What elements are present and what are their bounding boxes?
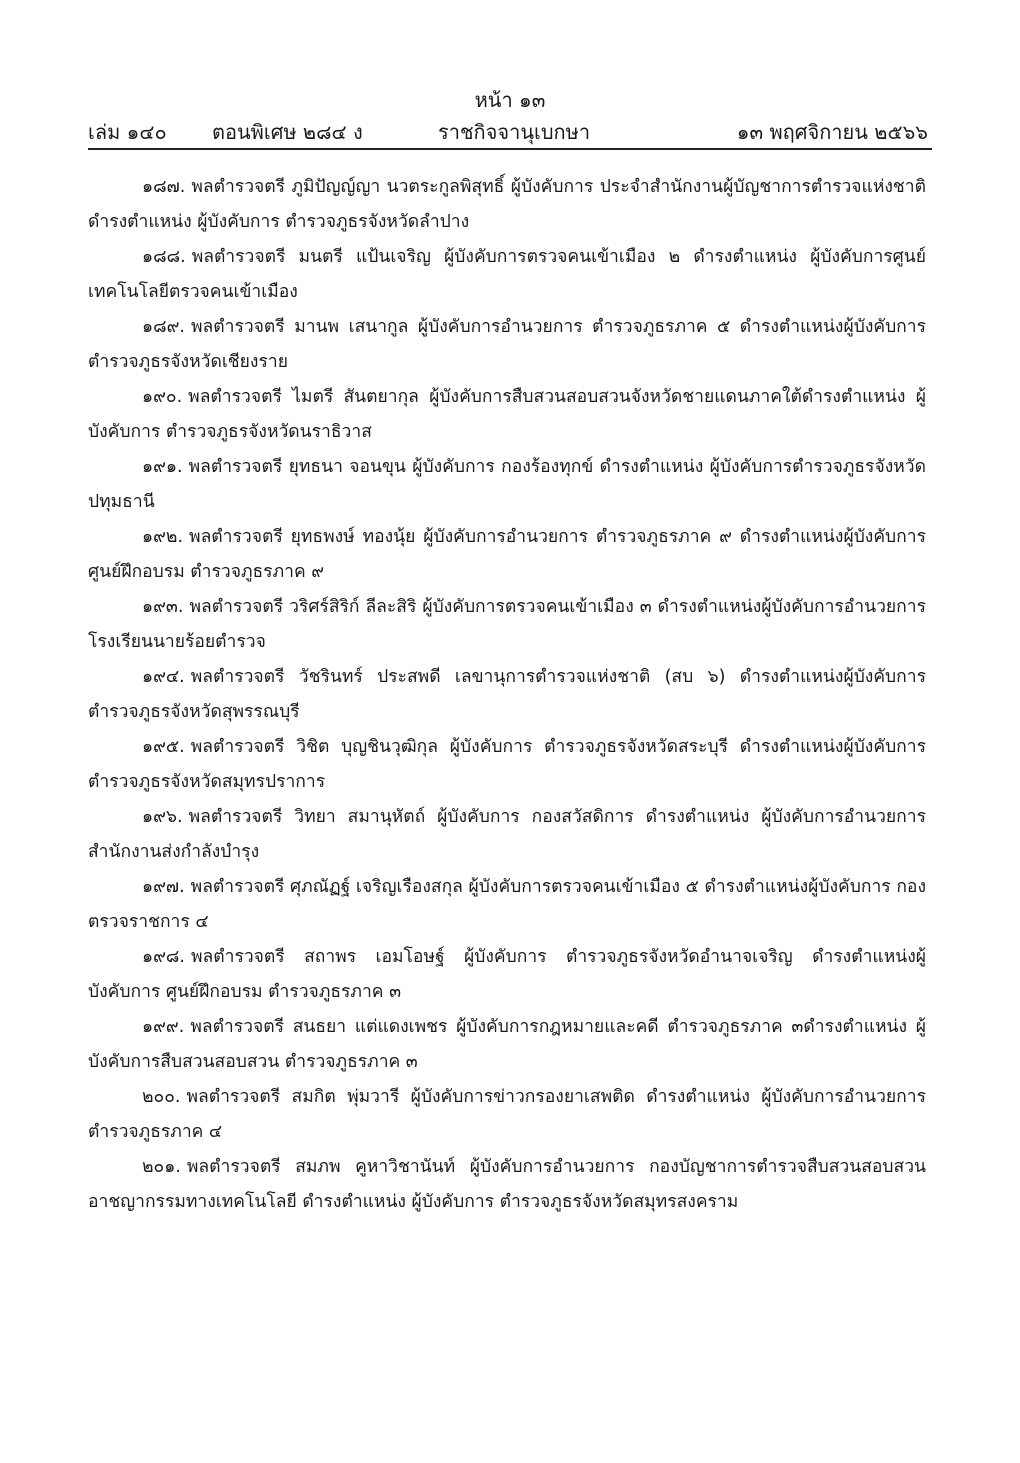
appointment-entry xyxy=(88,800,926,870)
appointment-entry xyxy=(88,590,926,660)
appointment-entry xyxy=(88,660,926,730)
appointment-entry xyxy=(88,940,926,1010)
entry-text: พลตำรวจตรี วัชรินทร์ ประสพดี เลขานุการตำรวจแห่งชาติ (สบ ๖) ดำรงตำแหน่งผู้บังคับการ ตำรวจภูธรจังหวัดสุพรรณบุรี xyxy=(88,667,926,722)
entry-number: ๑๙๖. xyxy=(142,807,183,827)
entry-text: พลตำรวจตรี วิชิต บุญชินวุฒิกุล ผู้บังคับการ ตำรวจภูธรจังหวัดสระบุรี ดำรงตำแหน่งผู้บังคับการ ตำรวจภูธรจังหวัดสมุทรปราการ xyxy=(88,737,926,792)
entry-text: พลตำรวจตรี มานพ เสนากูล ผู้บังคับการอำนวยการ ตำรวจภูธรภาค ๕ ดำรงตำแหน่งผู้บังคับการ ตำรวจภูธรจังหวัดเชียงราย xyxy=(88,317,926,372)
appointment-entry xyxy=(88,1080,926,1150)
entry-number: ๑๙๒. xyxy=(142,527,184,547)
appointment-entry xyxy=(88,1010,926,1080)
entry-number: ๑๙๙. xyxy=(142,1017,185,1037)
appointment-entry xyxy=(88,170,926,240)
entry-number: ๑๙๗. xyxy=(142,877,185,897)
gazette-name: ราชกิจจานุเบกษา xyxy=(438,120,591,144)
entry-number: ๑๙๓. xyxy=(142,597,184,617)
entry-number: ๑๙๕. xyxy=(142,737,185,757)
entry-text: พลตำรวจตรี สมกิต พุ่มวารี ผู้บังคับการข่าวกรองยาเสพติด ดำรงตำแหน่ง ผู้บังคับการอำนวยการ ตำรวจภูธรภาค ๔ xyxy=(88,1087,926,1142)
entry-number: ๑๙๑. xyxy=(142,457,183,477)
entry-number: ๑๙๐. xyxy=(142,387,183,407)
entry-text: พลตำรวจตรี วริศร์สิริก์ ลีละสิริ ผู้บังคับการตรวจคนเข้าเมือง ๓ ดำรงตำแหน่งผู้บังคับการอำนวยการ โรงเรียนนายร้อยตำรวจ xyxy=(88,597,926,652)
appointment-list xyxy=(88,170,926,1220)
publication-date: ๑๓ พฤศจิกายน ๒๕๖๖ xyxy=(736,120,928,144)
volume-label: เล่ม ๑๔๐ xyxy=(88,120,167,144)
appointment-entry xyxy=(88,380,926,450)
entry-number: ๑๘๘. xyxy=(142,247,186,267)
entry-text: พลตำรวจตรี ภูมิปัญญ์ญา นวตระกูลพิสุทธิ์ ผู้บังคับการ ประจำสำนักงานผู้บัญชาการตำรวจแห่งชาติ ดำรงตำแหน่ง ผู้บังคับการ ตำรวจภูธรจังหวัดลำปาง xyxy=(88,177,926,232)
appointment-entry xyxy=(88,450,926,520)
appointment-entry xyxy=(88,310,926,380)
entry-text: พลตำรวจตรี วิทยา สมานุหัตถ์ ผู้บังคับการ กองสวัสดิการ ดำรงตำแหน่ง ผู้บังคับการอำนวยการ สำนักงานส่งกำลังบำรุง xyxy=(88,807,926,862)
entry-number: ๑๘๗. xyxy=(142,177,186,197)
entry-text: พลตำรวจตรี มนตรี แป้นเจริญ ผู้บังคับการตรวจคนเข้าเมือง ๒ ดำรงตำแหน่ง ผู้บังคับการศูนย์เทคโนโลยีตรวจคนเข้าเมือง xyxy=(88,247,926,302)
entry-number: ๑๘๙. xyxy=(142,317,185,337)
entry-text: พลตำรวจตรี ยุทธพงษ์ ทองนุ้ย ผู้บังคับการอำนวยการ ตำรวจภูธรภาค ๙ ดำรงตำแหน่งผู้บังคับการ ศูนย์ฝึกอบรม ตำรวจภูธรภาค ๙ xyxy=(88,527,926,582)
entry-number: ๒๐๑. xyxy=(142,1157,181,1177)
appointment-entry xyxy=(88,870,926,940)
entry-text: พลตำรวจตรี สถาพร เอมโอษฐ์ ผู้บังคับการ ตำรวจภูธรจังหวัดอำนาจเจริญ ดำรงตำแหน่งผู้บังคับการ ศูนย์ฝึกอบรม ตำรวจภูธรภาค ๓ xyxy=(88,947,926,1002)
page-number: หน้า ๑๓ xyxy=(474,88,546,112)
entry-text: พลตำรวจตรี ไมตรี สันตยากุล ผู้บังคับการสืบสวนสอบสวนจังหวัดชายแดนภาคใต้ดำรงตำแหน่ง ผู้บังคับการ ตำรวจภูธรจังหวัดนราธิวาส xyxy=(88,387,926,442)
entry-text: พลตำรวจตรี สมภพ คูหาวิชานันท์ ผู้บังคับการอำนวยการ กองบัญชาการตำรวจสืบสวนสอบสวนอาชญากรรมทางเทคโนโลยี ดำรงตำแหน่ง ผู้บังคับการ ตำรวจภูธรจังหวัดสมุทรสงคราม xyxy=(88,1157,926,1212)
header-divider xyxy=(88,148,932,150)
gazette-header xyxy=(88,118,932,148)
appointment-entry xyxy=(88,730,926,800)
entry-text: พลตำรวจตรี ยุทธนา จอนขุน ผู้บังคับการ กองร้องทุกข์ ดำรงตำแหน่ง ผู้บังคับการตำรวจภูธรจังหวัดปทุมธานี xyxy=(88,457,926,512)
entry-number: ๒๐๐. xyxy=(142,1087,181,1107)
issue-label: ตอนพิเศษ ๒๘๔ ง xyxy=(212,120,363,144)
appointment-entry xyxy=(88,240,926,310)
entry-text: พลตำรวจตรี สนธยา แต่แดงเพชร ผู้บังคับการกฎหมายและคดี ตำรวจภูธรภาค ๓ดำรงตำแหน่ง ผู้บังคับการสืบสวนสอบสวน ตำรวจภูธรภาค ๓ xyxy=(88,1017,926,1072)
entry-number: ๑๙๔. xyxy=(142,667,185,687)
entry-number: ๑๙๘. xyxy=(142,947,185,967)
entry-text: พลตำรวจตรี ศุภณัฏฐ์ เจริญเรืองสกุล ผู้บังคับการตรวจคนเข้าเมือง ๕ ดำรงตำแหน่งผู้บังคับการ กองตรวจราชการ ๔ xyxy=(88,877,926,932)
appointment-entry xyxy=(88,1150,926,1220)
appointment-entry xyxy=(88,520,926,590)
